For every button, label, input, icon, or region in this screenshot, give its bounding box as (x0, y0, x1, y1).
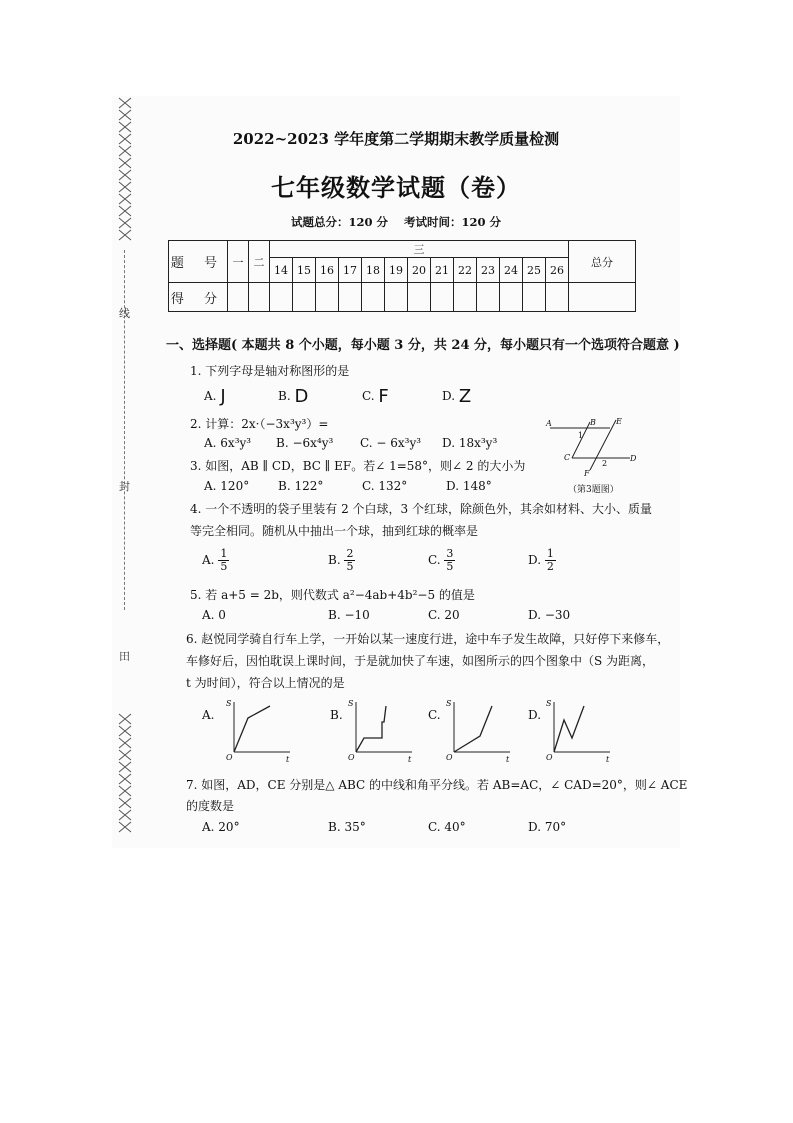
q2-option-a: A. 6x³y³ (204, 436, 252, 450)
q1-option-c: C. F (362, 386, 389, 407)
q4-stem-line1: 4. 一个不透明的袋子里装有 2 个白球，3 个红球，除颜色外，其余如材料、大小、质量 (190, 502, 652, 516)
q6-option-b-label: B. (330, 708, 343, 722)
origin-label: O (348, 753, 355, 762)
score-cell (431, 283, 454, 312)
score-cell (362, 283, 385, 312)
q1-option-d: D. Z (442, 386, 472, 407)
q5-option-d: D. −30 (528, 608, 571, 622)
q3-figure-caption: （第3题图） (568, 485, 619, 495)
q3-option-a: A. 120° (204, 479, 250, 493)
margin-label-c: 田 (119, 650, 130, 663)
label-angle1: 1 (578, 431, 584, 440)
q6-option-a-label: A. (202, 708, 215, 722)
q4-option-b: B. $\frac{2}{5}$ (328, 547, 354, 573)
margin-label-a: 线 (119, 307, 130, 320)
score-cell (339, 283, 362, 312)
q4-option-d: D. $\frac{1}{2}$ (528, 547, 554, 573)
label-e: E (616, 417, 622, 426)
q1-letter-d: Z (458, 386, 472, 407)
q1-option-a: A. J (204, 386, 226, 407)
col-20: 20 (408, 258, 431, 283)
col-part2: 二 (249, 241, 270, 283)
q6-graph-d (544, 698, 616, 764)
q6-stem-line2: 车修好后，因怕耽误上课时间，于是就加快了车速，如图所示的四个图象中（S 为距离， (186, 654, 655, 668)
axis-s-label: S (226, 699, 232, 708)
q2-stem: 2. 计算：2x·（−3x³y³）= (190, 417, 329, 431)
score-cell (270, 283, 293, 312)
score-cell (569, 283, 636, 312)
q6-graph-c (444, 698, 516, 764)
q4-option-a: A. $\frac{1}{5}$ (202, 547, 228, 573)
q7-stem-line1: 7. 如图，AD，CE 分别是△ ABC 的中线和角平分线。若 AB=AC，∠ CAD=20°，则∠ ACE (186, 778, 688, 792)
exam-meta (112, 214, 680, 230)
q5-option-a: A. 0 (202, 608, 226, 622)
exam-title: 2022~2023 学年度第二学期期末教学质量检测 (232, 130, 560, 148)
q1-letter-a: J (220, 386, 226, 407)
q6-graph-a (224, 698, 296, 764)
origin-label: O (546, 753, 553, 762)
q3-stem: 3. 如图，AB ∥ CD，BC ∥ EF。若∠ 1=58°，则∠ 2 的大小为 (190, 459, 526, 473)
q4-stem-line2: 等完全相同。随机从中抽出一个球，抽到红球的概率是 (190, 524, 479, 538)
q5-option-b: B. −10 (328, 608, 370, 622)
col-21: 21 (431, 258, 454, 283)
q1-stem: 1. 下列字母是轴对称图形的是 (190, 364, 350, 378)
score-cell (500, 283, 523, 312)
q2-option-c: C. − 6x³y³ (360, 436, 422, 450)
score-cell (408, 283, 431, 312)
score-cell (523, 283, 546, 312)
score-cell (316, 283, 339, 312)
q5-stem: 5. 若 a+5 = 2b，则代数式 a²−4ab+4b²−5 的值是 (190, 588, 475, 602)
axis-t-label: t (286, 755, 290, 764)
row-label-number: 题 号 (169, 241, 228, 283)
q3-option-d: D. 148° (446, 479, 492, 493)
col-26: 26 (546, 258, 569, 283)
q1-option-b: B. D (278, 386, 309, 407)
q3-option-b: B. 122° (278, 479, 324, 493)
score-cell (293, 283, 316, 312)
q4-option-c: C. $\frac{3}{5}$ (428, 547, 454, 573)
q7-option-a: A. 20° (202, 820, 240, 834)
axis-s-label: S (446, 699, 452, 708)
binding-cut-line (124, 250, 126, 610)
col-total: 总分 (569, 241, 636, 283)
col-25: 25 (523, 258, 546, 283)
q2-option-b: B. −6x⁴y³ (276, 436, 334, 450)
row-label-score: 得 分 (169, 283, 228, 312)
q7-option-d: D. 70° (528, 820, 567, 834)
score-cell (228, 283, 249, 312)
label-angle2: 2 (602, 459, 608, 468)
col-part1: 一 (228, 241, 249, 283)
label-b: B (590, 418, 596, 427)
score-cell (477, 283, 500, 312)
label-c: C (564, 453, 571, 462)
score-cell (385, 283, 408, 312)
score-cell (249, 283, 270, 312)
col-22: 22 (454, 258, 477, 283)
exam-subtitle: 七年级数学试题（卷） (271, 173, 521, 202)
margin-label-b: 封 (119, 480, 130, 493)
col-17: 17 (339, 258, 362, 283)
col-18: 18 (362, 258, 385, 283)
label-f: F (584, 469, 590, 478)
origin-label: O (226, 753, 233, 762)
q2-option-d: D. 18x³y³ (442, 436, 498, 450)
origin-label: O (446, 753, 453, 762)
score-cell (454, 283, 477, 312)
label-a: A (546, 419, 552, 428)
col-16: 16 (316, 258, 339, 283)
q7-option-c: C. 40° (428, 820, 466, 834)
exam-time: 考试时间：120 分 (404, 215, 502, 229)
axis-t-label: t (408, 755, 412, 764)
axis-s-label: S (546, 699, 552, 708)
q6-stem-line1: 6. 赵悦同学骑自行车上学，一开始以某一速度行进，途中车子发生故障，只好停下来修车， (186, 632, 670, 646)
line-bc (572, 422, 590, 458)
section-heading: 一、选择题( 本题共 8 个小题，每小题 3 分，共 24 分，每小题只有一个选项符合题意 ) (166, 338, 680, 353)
q1-letter-c: F (378, 386, 389, 407)
axis-t-label: t (506, 755, 510, 764)
q6-option-c-label: C. (428, 708, 441, 722)
col-15: 15 (293, 258, 316, 283)
col-23: 23 (477, 258, 500, 283)
col-14: 14 (270, 258, 293, 283)
q3-option-c: C. 132° (362, 479, 408, 493)
q3-figure (540, 414, 640, 496)
q6-graph-b (346, 698, 418, 764)
axis-s-label: S (348, 699, 354, 708)
q1-letter-b: D (294, 386, 309, 407)
score-cell (546, 283, 569, 312)
label-d: D (630, 454, 637, 463)
q6-option-d-label: D. (528, 708, 542, 722)
q5-option-c: C. 20 (428, 608, 460, 622)
binding-hatch-bottom (118, 712, 132, 842)
col-19: 19 (385, 258, 408, 283)
total-score: 试题总分：120 分 (290, 215, 388, 229)
col-24: 24 (500, 258, 523, 283)
q7-option-b: B. 35° (328, 820, 366, 834)
axis-t-label: t (606, 755, 610, 764)
score-table (168, 240, 636, 312)
q6-stem-line3: t 为时间），符合以上情况的是 (186, 676, 345, 690)
q7-stem-line2: 的度数是 (186, 799, 235, 813)
col-part3: 三 (270, 241, 569, 258)
